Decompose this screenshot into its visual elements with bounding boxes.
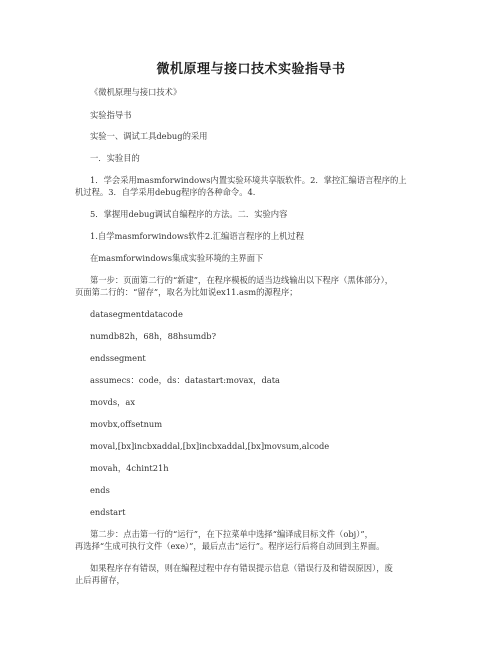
code-line: moval,[bx]incbxaddal,[bx]incbxaddal,[bx]movsum,alcode (90, 441, 330, 451)
paragraph-line: 在masmforwindows集成实验环境的主界面下 (90, 253, 264, 263)
section-purpose-heading: 一．实验目的 (90, 153, 140, 163)
experiment-heading: 实验一、调试工具debug的采用 (90, 131, 208, 141)
paragraph-line: 1.自学masmforwindows软件2.汇编语言程序的上机过程 (90, 231, 305, 241)
code-line: datasegmentdatacode (90, 309, 183, 319)
document-title: 微机原理与接口技术实验指导书 (156, 62, 346, 77)
paragraph-line: 止后再留存， (75, 575, 125, 585)
paragraph-line: 第一步：页面第二行的“新建”，在程序模板的适当边线输出以下程序（黑体部分）， (90, 275, 394, 285)
code-line: numdb82h，68h，88hsumdb? (90, 331, 217, 341)
paragraph-line: 如果程序存有错误，则在编程过程中存有错误提示信息（错误行及和错误原因），废 (90, 563, 393, 573)
code-line: movds，ax (90, 397, 136, 407)
paragraph-line: 第二步：点击第一行的“运行”，在下拉菜单中选择“编译成目标文件（obj）”， (90, 529, 373, 539)
code-line: endstart (90, 507, 126, 517)
guide-label-line: 实验指导书 (90, 110, 132, 120)
paragraph-line: 1．学会采用masmforwindows内置实验环境共享版软件。2．掌控汇编语言程序的上 (90, 175, 407, 185)
code-line: movbx,offsetnum (90, 419, 163, 429)
code-line: endssegment (90, 353, 146, 363)
code-line: assumecs：code，ds：datastart:movax，data (90, 375, 280, 385)
paragraph-line: 再选择“生成可执行文件（exe）”，最后点击“运行”。程序运行后将自动回到主界面。 (75, 541, 385, 551)
paragraph-line: 机过程。3．自学采用debug程序的各种命令。4. (75, 187, 256, 197)
paragraph-line: 5．掌握用debug调试自编程序的方法。二．实验内容 (90, 209, 288, 219)
code-line: movah，4chint21h (90, 463, 169, 473)
paragraph-line: 页面第二行的：“留存”，取名为比如说ex11.asm的源程序； (75, 287, 298, 297)
book-title-line: 《微机原理与接口技术》 (90, 87, 182, 97)
code-line: ends (90, 485, 110, 495)
